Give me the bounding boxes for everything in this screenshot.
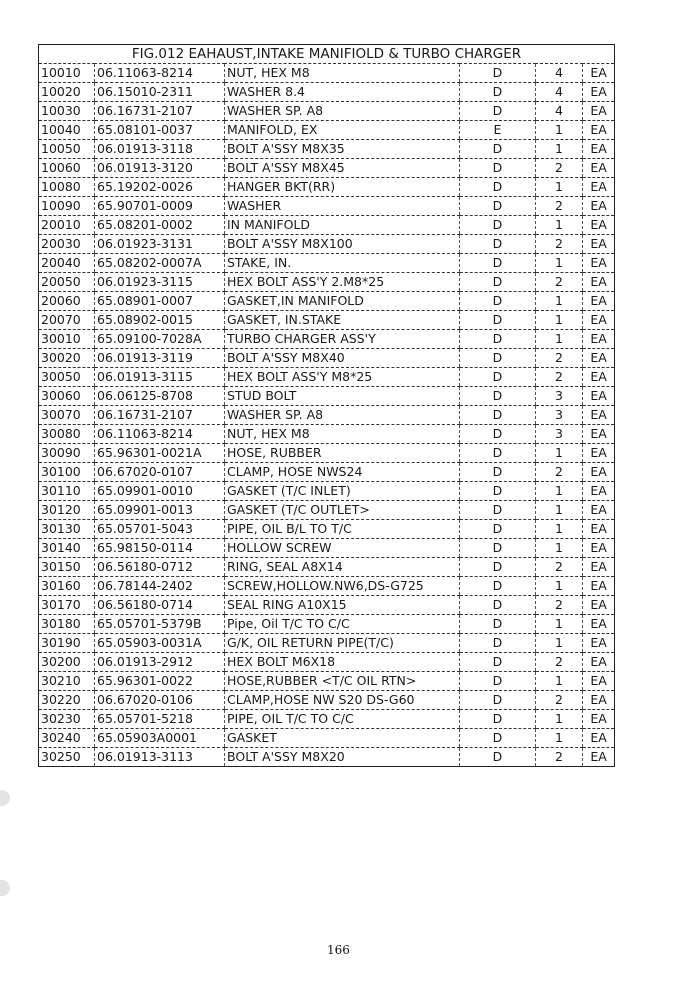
description-cell: PIPE, OIL B/L TO T/C — [225, 520, 460, 539]
unit-cell: EA — [583, 406, 615, 425]
part-number-cell: 65.08201-0002 — [95, 216, 225, 235]
description-cell: BOLT A'SSY M8X40 — [225, 349, 460, 368]
page-number: 166 — [327, 943, 350, 957]
code-cell: D — [460, 444, 536, 463]
quantity-cell: 1 — [536, 121, 583, 140]
part-number-cell: 06.16731-2107 — [95, 102, 225, 121]
quantity-cell: 3 — [536, 425, 583, 444]
ref-no-cell: 10030 — [39, 102, 95, 121]
code-cell: D — [460, 330, 536, 349]
table-row — [39, 463, 615, 482]
code-cell: D — [460, 539, 536, 558]
unit-cell: EA — [583, 577, 615, 596]
parts-table-body — [39, 64, 615, 767]
ref-no-cell: 30110 — [39, 482, 95, 501]
description-cell: HEX BOLT ASS'Y 2.M8*25 — [225, 273, 460, 292]
figure-title: FIG.012 EAHAUST,INTAKE MANIFIOLD & TURBO CHARGER — [39, 45, 615, 64]
table-row — [39, 577, 615, 596]
description-cell: GASKET,IN MANIFOLD — [225, 292, 460, 311]
code-cell: D — [460, 83, 536, 102]
code-cell: D — [460, 387, 536, 406]
description-cell: HOSE, RUBBER — [225, 444, 460, 463]
table-row — [39, 539, 615, 558]
part-number-cell: 06.01913-3119 — [95, 349, 225, 368]
quantity-cell: 1 — [536, 178, 583, 197]
ref-no-cell: 30010 — [39, 330, 95, 349]
quantity-cell: 1 — [536, 634, 583, 653]
ref-no-cell: 30050 — [39, 368, 95, 387]
unit-cell: EA — [583, 672, 615, 691]
unit-cell: EA — [583, 539, 615, 558]
ref-no-cell: 30210 — [39, 672, 95, 691]
description-cell: TURBO CHARGER ASS'Y — [225, 330, 460, 349]
ref-no-cell: 30170 — [39, 596, 95, 615]
quantity-cell: 2 — [536, 748, 583, 767]
ref-no-cell: 30100 — [39, 463, 95, 482]
quantity-cell: 3 — [536, 406, 583, 425]
table-row — [39, 387, 615, 406]
unit-cell: EA — [583, 349, 615, 368]
table-row — [39, 140, 615, 159]
description-cell: WASHER SP. A8 — [225, 102, 460, 121]
table-row — [39, 102, 615, 121]
part-number-cell: 65.96301-0021A — [95, 444, 225, 463]
table-row — [39, 216, 615, 235]
description-cell: PIPE, OIL T/C TO C/C — [225, 710, 460, 729]
part-number-cell: 65.08202-0007A — [95, 254, 225, 273]
code-cell: D — [460, 64, 536, 83]
table-row — [39, 64, 615, 83]
punch-hole-mark — [0, 790, 10, 806]
quantity-cell: 2 — [536, 653, 583, 672]
quantity-cell: 1 — [536, 216, 583, 235]
part-number-cell: 06.15010-2311 — [95, 83, 225, 102]
description-cell: GASKET — [225, 729, 460, 748]
description-cell: CLAMP, HOSE NWS24 — [225, 463, 460, 482]
code-cell: D — [460, 596, 536, 615]
description-cell: GASKET, IN.STAKE — [225, 311, 460, 330]
quantity-cell: 1 — [536, 254, 583, 273]
code-cell: D — [460, 672, 536, 691]
description-cell: BOLT A'SSY M8X45 — [225, 159, 460, 178]
ref-no-cell: 10020 — [39, 83, 95, 102]
ref-no-cell: 30020 — [39, 349, 95, 368]
code-cell: D — [460, 482, 536, 501]
unit-cell: EA — [583, 387, 615, 406]
code-cell: D — [460, 653, 536, 672]
unit-cell: EA — [583, 197, 615, 216]
quantity-cell: 2 — [536, 349, 583, 368]
part-number-cell: 06.67020-0107 — [95, 463, 225, 482]
quantity-cell: 1 — [536, 710, 583, 729]
unit-cell: EA — [583, 729, 615, 748]
unit-cell: EA — [583, 463, 615, 482]
ref-no-cell: 20030 — [39, 235, 95, 254]
ref-no-cell: 20040 — [39, 254, 95, 273]
unit-cell: EA — [583, 596, 615, 615]
part-number-cell: 06.67020-0106 — [95, 691, 225, 710]
table-row — [39, 520, 615, 539]
code-cell: D — [460, 349, 536, 368]
part-number-cell: 65.05701-5379B — [95, 615, 225, 634]
code-cell: D — [460, 159, 536, 178]
table-row — [39, 710, 615, 729]
unit-cell: EA — [583, 273, 615, 292]
ref-no-cell: 30180 — [39, 615, 95, 634]
part-number-cell: 65.05903-0031A — [95, 634, 225, 653]
table-row — [39, 634, 615, 653]
unit-cell: EA — [583, 121, 615, 140]
part-number-cell: 65.08902-0015 — [95, 311, 225, 330]
ref-no-cell: 30120 — [39, 501, 95, 520]
ref-no-cell: 30220 — [39, 691, 95, 710]
quantity-cell: 2 — [536, 159, 583, 178]
table-row — [39, 197, 615, 216]
quantity-cell: 2 — [536, 691, 583, 710]
quantity-cell: 2 — [536, 273, 583, 292]
ref-no-cell: 20070 — [39, 311, 95, 330]
table-row — [39, 406, 615, 425]
part-number-cell: 06.01913-3115 — [95, 368, 225, 387]
unit-cell: EA — [583, 444, 615, 463]
description-cell: HEX BOLT ASS'Y M8*25 — [225, 368, 460, 387]
table-row — [39, 159, 615, 178]
quantity-cell: 4 — [536, 102, 583, 121]
code-cell: D — [460, 197, 536, 216]
code-cell: D — [460, 748, 536, 767]
table-row — [39, 653, 615, 672]
part-number-cell: 65.09100-7028A — [95, 330, 225, 349]
table-row — [39, 368, 615, 387]
table-row — [39, 83, 615, 102]
part-number-cell: 06.01923-3115 — [95, 273, 225, 292]
code-cell: E — [460, 121, 536, 140]
description-cell: BOLT A'SSY M8X20 — [225, 748, 460, 767]
faint-page-mark — [349, 941, 367, 953]
description-cell: HEX BOLT M6X18 — [225, 653, 460, 672]
ref-no-cell: 30150 — [39, 558, 95, 577]
quantity-cell: 1 — [536, 444, 583, 463]
part-number-cell: 65.05903A0001 — [95, 729, 225, 748]
ref-no-cell: 30090 — [39, 444, 95, 463]
table-row — [39, 425, 615, 444]
description-cell: G/K, OIL RETURN PIPE(T/C) — [225, 634, 460, 653]
table-row — [39, 349, 615, 368]
part-number-cell: 65.08101-0037 — [95, 121, 225, 140]
code-cell: D — [460, 235, 536, 254]
code-cell: D — [460, 406, 536, 425]
code-cell: D — [460, 710, 536, 729]
quantity-cell: 1 — [536, 292, 583, 311]
unit-cell: EA — [583, 140, 615, 159]
code-cell: D — [460, 216, 536, 235]
part-number-cell: 65.05701-5218 — [95, 710, 225, 729]
unit-cell: EA — [583, 216, 615, 235]
unit-cell: EA — [583, 368, 615, 387]
part-number-cell: 06.01913-2912 — [95, 653, 225, 672]
quantity-cell: 1 — [536, 311, 583, 330]
description-cell: HOSE,RUBBER <T/C OIL RTN> — [225, 672, 460, 691]
parts-list-table — [38, 44, 615, 767]
ref-no-cell: 20060 — [39, 292, 95, 311]
table-row — [39, 672, 615, 691]
table-row — [39, 121, 615, 140]
quantity-cell: 2 — [536, 596, 583, 615]
code-cell: D — [460, 425, 536, 444]
code-cell: D — [460, 140, 536, 159]
unit-cell: EA — [583, 254, 615, 273]
unit-cell: EA — [583, 83, 615, 102]
table-row — [39, 235, 615, 254]
description-cell: SCREW,HOLLOW.NW6,DS-G725 — [225, 577, 460, 596]
description-cell: STUD BOLT — [225, 387, 460, 406]
quantity-cell: 1 — [536, 729, 583, 748]
table-row — [39, 254, 615, 273]
unit-cell: EA — [583, 102, 615, 121]
unit-cell: EA — [583, 653, 615, 672]
unit-cell: EA — [583, 520, 615, 539]
ref-no-cell: 20050 — [39, 273, 95, 292]
description-cell: HANGER BKT(RR) — [225, 178, 460, 197]
quantity-cell: 1 — [536, 330, 583, 349]
part-number-cell: 65.19202-0026 — [95, 178, 225, 197]
table-title-row — [39, 45, 615, 64]
ref-no-cell: 30130 — [39, 520, 95, 539]
table-row — [39, 501, 615, 520]
table-row — [39, 292, 615, 311]
part-number-cell: 65.90701-0009 — [95, 197, 225, 216]
unit-cell: EA — [583, 311, 615, 330]
code-cell: D — [460, 501, 536, 520]
description-cell: Pipe, Oil T/C TO C/C — [225, 615, 460, 634]
code-cell: D — [460, 463, 536, 482]
description-cell: WASHER 8.4 — [225, 83, 460, 102]
quantity-cell: 2 — [536, 558, 583, 577]
quantity-cell: 4 — [536, 64, 583, 83]
description-cell: WASHER SP. A8 — [225, 406, 460, 425]
part-number-cell: 65.96301-0022 — [95, 672, 225, 691]
ref-no-cell: 30200 — [39, 653, 95, 672]
description-cell: BOLT A'SSY M8X100 — [225, 235, 460, 254]
ref-no-cell: 30070 — [39, 406, 95, 425]
part-number-cell: 06.56180-0712 — [95, 558, 225, 577]
ref-no-cell: 30060 — [39, 387, 95, 406]
punch-hole-mark — [0, 880, 10, 896]
description-cell: HOLLOW SCREW — [225, 539, 460, 558]
unit-cell: EA — [583, 178, 615, 197]
part-number-cell: 65.09901-0013 — [95, 501, 225, 520]
unit-cell: EA — [583, 501, 615, 520]
code-cell: D — [460, 178, 536, 197]
ref-no-cell: 10050 — [39, 140, 95, 159]
part-number-cell: 06.11063-8214 — [95, 64, 225, 83]
table-row — [39, 729, 615, 748]
quantity-cell: 1 — [536, 672, 583, 691]
part-number-cell: 06.01913-3118 — [95, 140, 225, 159]
description-cell: MANIFOLD, EX — [225, 121, 460, 140]
code-cell: D — [460, 634, 536, 653]
description-cell: BOLT A'SSY M8X35 — [225, 140, 460, 159]
unit-cell: EA — [583, 235, 615, 254]
code-cell: D — [460, 577, 536, 596]
description-cell: RING, SEAL A8X14 — [225, 558, 460, 577]
part-number-cell: 06.56180-0714 — [95, 596, 225, 615]
table-row — [39, 596, 615, 615]
table-row — [39, 615, 615, 634]
part-number-cell: 65.08901-0007 — [95, 292, 225, 311]
part-number-cell: 06.78144-2402 — [95, 577, 225, 596]
table-row — [39, 330, 615, 349]
table-row — [39, 311, 615, 330]
description-cell: WASHER — [225, 197, 460, 216]
quantity-cell: 1 — [536, 520, 583, 539]
part-number-cell: 65.98150-0114 — [95, 539, 225, 558]
unit-cell: EA — [583, 710, 615, 729]
unit-cell: EA — [583, 558, 615, 577]
ref-no-cell: 30140 — [39, 539, 95, 558]
quantity-cell: 2 — [536, 197, 583, 216]
quantity-cell: 1 — [536, 140, 583, 159]
unit-cell: EA — [583, 691, 615, 710]
ref-no-cell: 30240 — [39, 729, 95, 748]
description-cell: GASKET (T/C INLET) — [225, 482, 460, 501]
table-row — [39, 444, 615, 463]
quantity-cell: 2 — [536, 235, 583, 254]
part-number-cell: 65.09901-0010 — [95, 482, 225, 501]
ref-no-cell: 30080 — [39, 425, 95, 444]
code-cell: D — [460, 311, 536, 330]
unit-cell: EA — [583, 292, 615, 311]
table-row — [39, 748, 615, 767]
code-cell: D — [460, 102, 536, 121]
code-cell: D — [460, 520, 536, 539]
ref-no-cell: 10040 — [39, 121, 95, 140]
unit-cell: EA — [583, 615, 615, 634]
ref-no-cell: 30230 — [39, 710, 95, 729]
quantity-cell: 4 — [536, 83, 583, 102]
quantity-cell: 1 — [536, 501, 583, 520]
unit-cell: EA — [583, 425, 615, 444]
ref-no-cell: 30160 — [39, 577, 95, 596]
unit-cell: EA — [583, 64, 615, 83]
ref-no-cell: 30250 — [39, 748, 95, 767]
quantity-cell: 1 — [536, 482, 583, 501]
code-cell: D — [460, 729, 536, 748]
part-number-cell: 06.01923-3131 — [95, 235, 225, 254]
unit-cell: EA — [583, 748, 615, 767]
description-cell: GASKET (T/C OUTLET> — [225, 501, 460, 520]
quantity-cell: 2 — [536, 368, 583, 387]
table-row — [39, 178, 615, 197]
quantity-cell: 1 — [536, 577, 583, 596]
part-number-cell: 06.01913-3120 — [95, 159, 225, 178]
description-cell: NUT, HEX M8 — [225, 64, 460, 83]
description-cell: STAKE, IN. — [225, 254, 460, 273]
unit-cell: EA — [583, 482, 615, 501]
ref-no-cell: 20010 — [39, 216, 95, 235]
description-cell: CLAMP,HOSE NW S20 DS-G60 — [225, 691, 460, 710]
unit-cell: EA — [583, 159, 615, 178]
quantity-cell: 1 — [536, 539, 583, 558]
ref-no-cell: 30190 — [39, 634, 95, 653]
part-number-cell: 06.06125-8708 — [95, 387, 225, 406]
code-cell: D — [460, 691, 536, 710]
part-number-cell: 06.16731-2107 — [95, 406, 225, 425]
code-cell: D — [460, 254, 536, 273]
unit-cell: EA — [583, 634, 615, 653]
ref-no-cell: 10010 — [39, 64, 95, 83]
table-row — [39, 273, 615, 292]
part-number-cell: 06.11063-8214 — [95, 425, 225, 444]
code-cell: D — [460, 615, 536, 634]
code-cell: D — [460, 292, 536, 311]
code-cell: D — [460, 273, 536, 292]
table-row — [39, 558, 615, 577]
code-cell: D — [460, 368, 536, 387]
unit-cell: EA — [583, 330, 615, 349]
table-row — [39, 691, 615, 710]
description-cell: SEAL RING A10X15 — [225, 596, 460, 615]
quantity-cell: 3 — [536, 387, 583, 406]
table-row — [39, 482, 615, 501]
part-number-cell: 06.01913-3113 — [95, 748, 225, 767]
ref-no-cell: 10090 — [39, 197, 95, 216]
quantity-cell: 2 — [536, 463, 583, 482]
ref-no-cell: 10060 — [39, 159, 95, 178]
description-cell: NUT, HEX M8 — [225, 425, 460, 444]
quantity-cell: 1 — [536, 615, 583, 634]
description-cell: IN MANIFOLD — [225, 216, 460, 235]
code-cell: D — [460, 558, 536, 577]
ref-no-cell: 10080 — [39, 178, 95, 197]
part-number-cell: 65.05701-5043 — [95, 520, 225, 539]
